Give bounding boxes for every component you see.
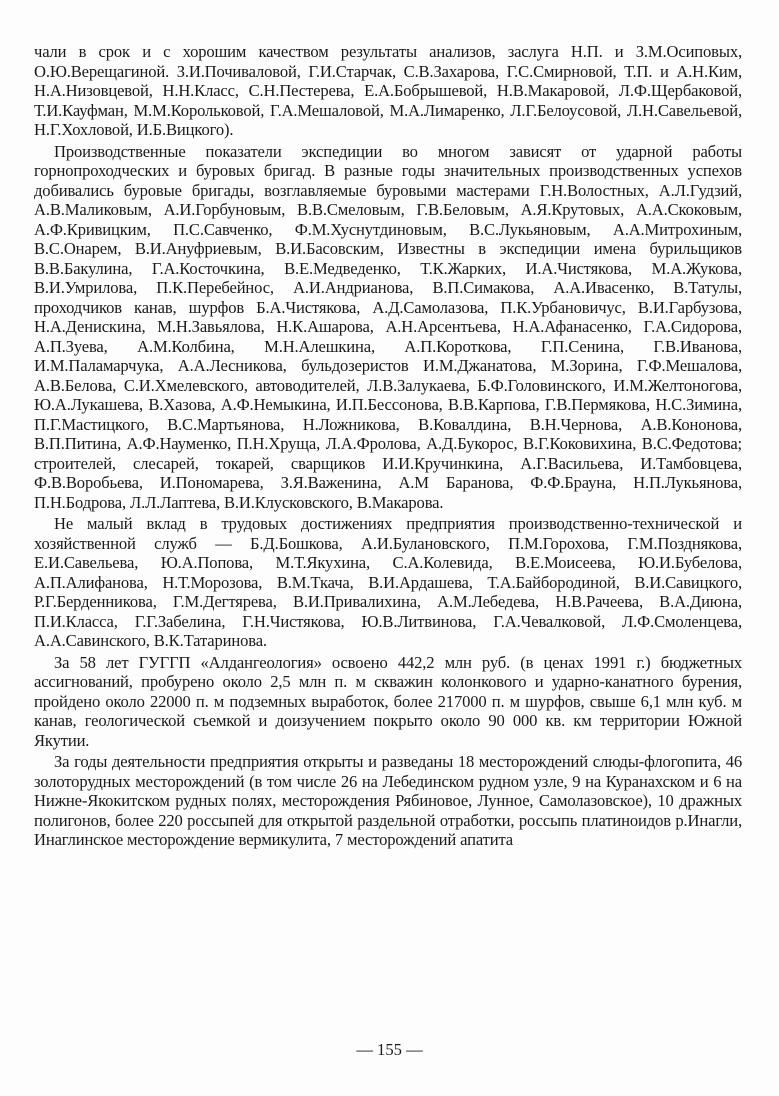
- paragraph-5: За годы деятельности предприятия открыты и разведаны 18 месторождений слюды-флогопита, 46 золоторудных месторождений (в том числе 26 на Лебединском рудном узле, 9 на Куранахском и 6 на Нижне-Якокитском рудных полях, месторождения Рябиновое, Лунное, Самолазовское), 10 дражных полигонов, более 220 россыпей для открытой раздельной отработки, россыпь платиноидов р.Инагли, Инаглинское месторождение вермикулита, 7 месторождений апатита: [34, 752, 742, 849]
- paragraph-3: Не малый вклад в трудовых достижениях предприятия производственно-технической и хозяйственной служб — Б.Д.Бошкова, А.И.Булановского, П.М.Горохова, Г.М.Позднякова, Е.И.Савельева, Ю.А.Попова, М.Т.Якухина, С.А.Колевида, В.Е.Моисеева, Ю.И.Бубелова, А.П.Алифанова, Н.Т.Морозова, В.М.Ткача, В.И.Ардашева, Т.А.Байбородиной, В.И.Савицкого, Р.Г.Берденникова, Г.М.Дегтярева, В.И.Привалихина, А.М.Лебедева, Н.В.Рачеева, В.А.Диюна, П.И.Класса, Г.Г.Забелина, Г.Н.Чистякова, Ю.В.Литвинова, Г.А.Чевалковой, Л.Ф.Смоленцева, А.А.Савинского, В.К.Татаринова.: [34, 514, 742, 650]
- page-number: — 155 —: [356, 1040, 423, 1059]
- paragraph-1: чали в срок и с хорошим качеством результаты анализов, заслуга Н.П. и З.М.Осиповых, О.Ю.Верещагиной. З.И.Почиваловой, Г.И.Старчак, С.В.Захарова, Г.С.Смирновой, Т.П. и А.Н.Ким, Н.А.Низовцевой, Н.Н.Класс, С.Н.Пестерева, Е.А.Бобрышевой, Н.В.Макаровой, Л.Ф.Щербаковой, Т.И.Кауфман, М.М.Корольковой, Г.А.Мешаловой, М.А.Лимаренко, Л.Г.Белоусовой, Л.Н.Савельевой, Н.Г.Хохловой, И.Б.Вицкого).: [34, 42, 742, 139]
- body-text: [34, 42, 742, 850]
- paragraph-4: За 58 лет ГУГГП «Алдангеология» освоено 442,2 млн руб. (в ценах 1991 г.) бюджетных ассигнований, пробурено около 2,5 млн п. м скважин колонкового и ударно-канатного бурения, пройдено около 22000 п. м подземных выработок, более 217000 п. м шурфов, свыше 6,1 млн куб. м канав, геологической съемкой и доизучением покрыто около 90 000 кв. км территории Южной Якутии.: [34, 652, 742, 750]
- paragraph-2: Производственные показатели экспедиции во многом зависят от ударной работы горнопроходческих и буровых бригад. В разные годы значительных производственных успехов добивались буровые бригады, возглавляемые буровыми мастерами Г.Н.Волостных, А.Л.Гудзий, А.В.Маликовым, А.И.Горбуновым, В.В.Смеловым, Г.В.Беловым, А.Я.Крутовых, А.А.Скоковым, А.Ф.Кривицким, П.С.Савченко, Ф.М.Хуснутдиновым, В.С.Лукьяновым, А.А.Митрохиным, В.С.Онарем, В.И.Ануфриевым, В.И.Басовским, Известны в экспедиции имена бурильщиков В.В.Бакулина, Г.А.Косточкина, В.Е.Медведенко, Т.К.Жарких, И.А.Чистякова, М.А.Жукова, В.И.Умрилова, П.К.Перебейнос, А.И.Андрианова, В.П.Симакова, А.А.Ивасенко, В.Татулы, проходчиков канав, шурфов Б.А.Чистякова, А.Д.Самолазова, П.К.Урбановичус, В.И.Гарбузова, Н.А.Денискина, М.Н.Завьялова, Н.К.Ашарова, А.Н.Арсентьева, Н.А.Афанасенко, Г.А.Сидорова, А.П.Зуева, А.М.Колбина, М.Н.Алешкина, А.П.Короткова, Г.П.Сенина, Г.В.Иванова, И.М.Паламарчука, А.А.Лесникова, бульдозеристов И.М.Джанатова, М.Зорина, Г.Ф.Мешалова, А.В.Белова, С.И.Хмелевского, автоводителей, Л.В.Залукаева, Б.Ф.Головинского, И.М.Желтоногова, Ю.А.Лукашева, В.Хазова, А.Ф.Немыкина, И.П.Бессонова, В.В.Карпова, Г.В.Пермякова, Н.С.Зимина, П.Г.Мастицкого, В.С.Мартьянова, Н.Ложникова, В.Ковалдина, В.Н.Чернова, А.В.Кононова, В.П.Питина, А.Ф.Науменко, П.Н.Хруща, Л.А.Фролова, А.Д.Букорос, В.Г.Коковихина, В.С.Федотова; строителей, слесарей, токарей, сварщиков И.И.Кручинкина, А.Г.Васильева, И.Тамбовцева, Ф.В.Воробьева, И.Пономарева, З.Я.Важенина, А.М Баранова, Ф.Ф.Брауна, Н.П.Лукьянова, П.Н.Бодрова, Л.Л.Лаптева, В.И.Клусковского, В.Макарова.: [34, 141, 742, 512]
